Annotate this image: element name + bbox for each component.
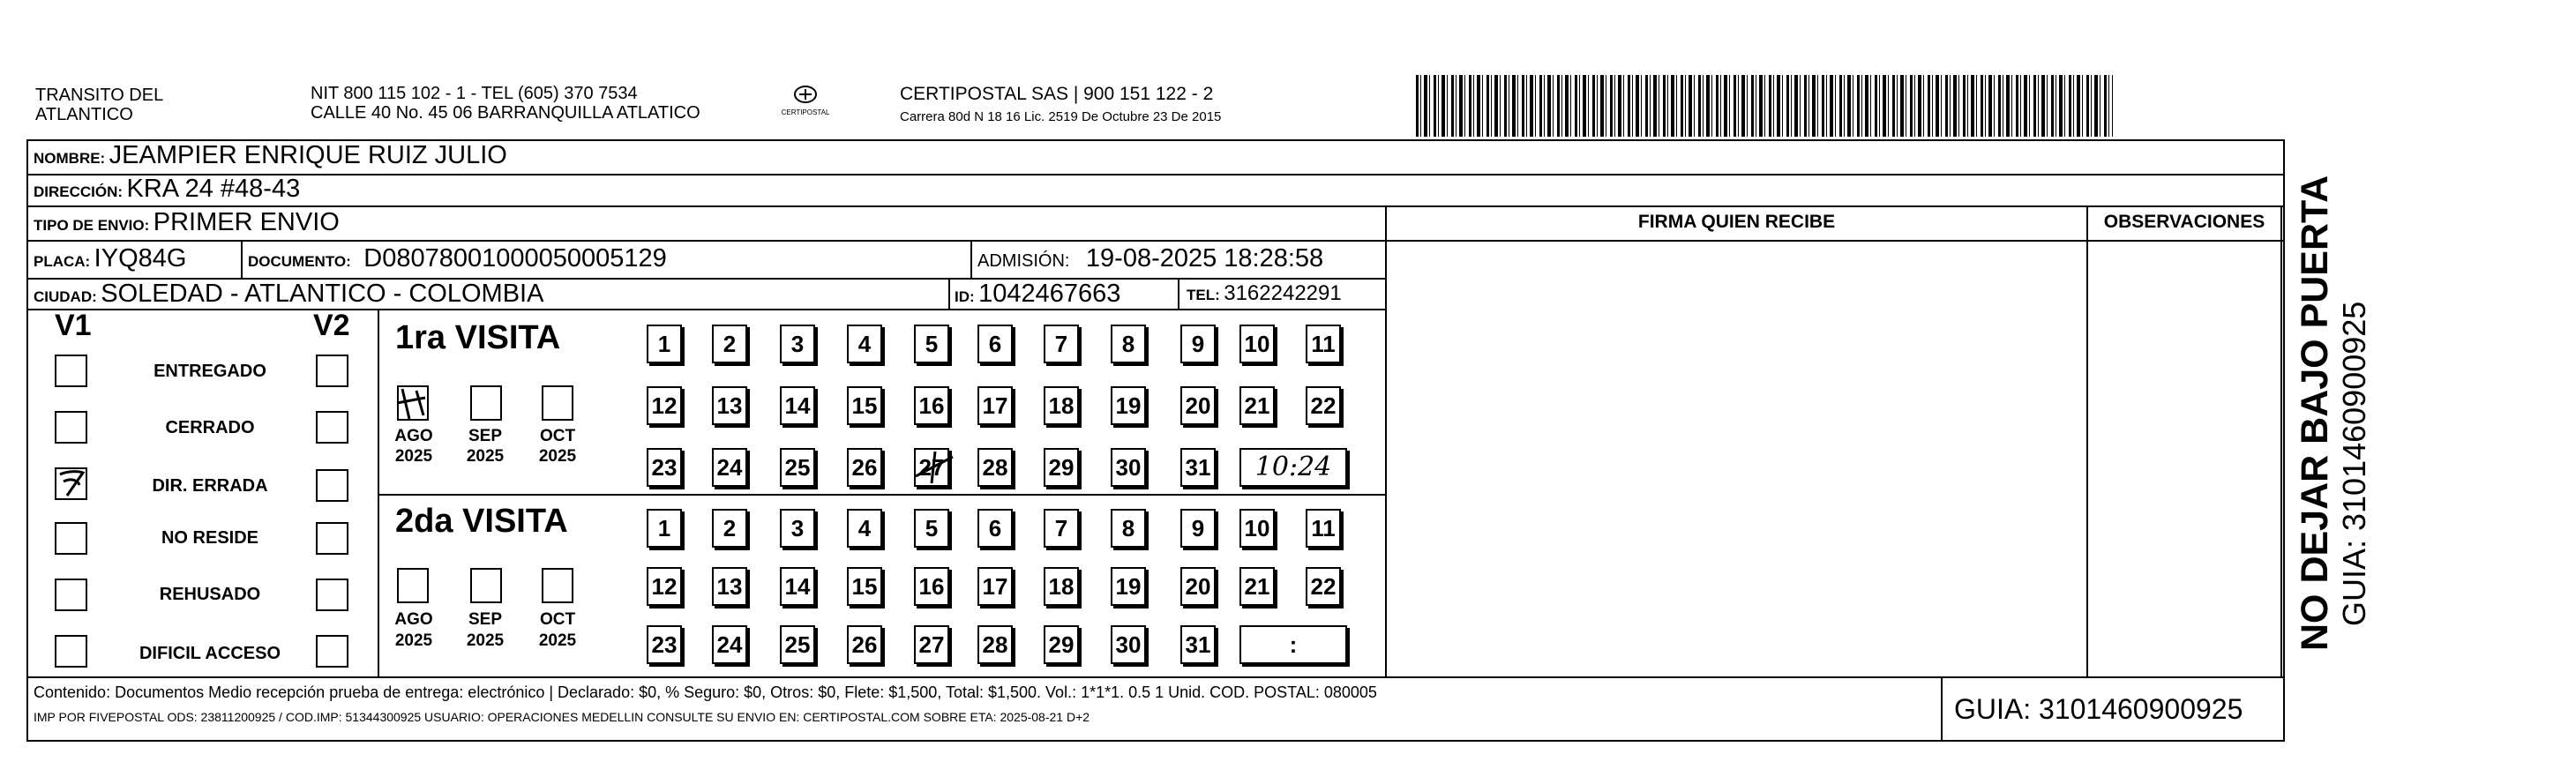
second-visit-day-28[interactable]: 28 [977,625,1013,664]
first-visit-day-20[interactable]: 20 [1180,386,1216,425]
placa-label: PLACA: [34,253,91,270]
second-visit-day-18[interactable]: 18 [1044,567,1079,606]
footer-content-line: Contenido: Documentos Medio recepción prueba de entrega: electrónico | Declarado: $0, % Seguro: $0, Otros: $0, Flete: $1,500, Total: $1,500. Vol.: 1*1*1. 0.5 1 Unid. COD. POSTAL: 080005 [34,683,1377,701]
second-visit-day-27[interactable]: 27 [914,625,949,664]
second-visit-day-10[interactable]: 10 [1239,509,1275,548]
first-visit-day-15[interactable]: 15 [847,386,882,425]
id-label: ID: [955,288,975,305]
sender-info: NIT 800 115 102 - 1 - TEL (605) 370 7534 CALLE 40 No. 45 06 BARRANQUILLA ATLATICO [311,84,700,123]
first-visit-day-22[interactable]: 22 [1306,386,1341,425]
first-visit-day-3[interactable]: 3 [780,325,815,363]
footer-print-line: IMP POR FIVEPOSTAL ODS: 23811200925 / COD.IMP: 51344300925 USUARIO: OPERACIONES MEDELLIN CONSULTE SU ENVIO EN: CERTIPOSTAL.COM SOBRE ETA: 2025-08-21 D+2 [34,710,1090,724]
second-visit-day-25[interactable]: 25 [780,625,815,664]
second-visit-day-2[interactable]: 2 [712,509,747,548]
direccion-label: DIRECCIÓN: [34,183,124,200]
second-visit-day-22[interactable]: 22 [1306,567,1341,606]
documento-value: D08078001000050005129 [363,244,667,273]
v1-rehusado-checkbox[interactable] [55,579,87,611]
v1-dir-errada-checkbox[interactable] [55,467,87,500]
second-visit-day-31[interactable]: 31 [1180,625,1216,664]
id-value: 1042467663 [978,280,1121,308]
v2-header: V2 [313,309,350,342]
second-visit-time-box[interactable]: : [1239,625,1347,664]
first-visit-ago-box[interactable] [397,385,429,421]
documento-label: DOCUMENTO: [248,253,351,270]
first-visit-time-box[interactable]: 10:24 [1239,448,1347,487]
tipo-envio-field [34,209,340,240]
ciudad-label: CIUDAD: [34,288,97,305]
second-visit-day-5[interactable]: 5 [914,509,949,548]
second-visit-day-14[interactable]: 14 [780,567,815,606]
admision-value: 19-08-2025 18:28:58 [1085,244,1324,273]
second-visit-year-sep: 2025 [466,631,505,650]
first-visit-day-16[interactable]: 16 [914,386,949,425]
first-visit-day-2[interactable]: 2 [712,325,747,363]
first-visit-day-9[interactable]: 9 [1180,325,1216,363]
handwritten-mark-icon [392,380,434,422]
v1-dificil-acceso-checkbox[interactable] [55,635,87,668]
status-entregado-label: ENTREGADO [154,362,266,381]
first-visit-year-oct: 2025 [538,447,577,466]
first-visit-day-23[interactable]: 23 [647,448,682,487]
admision-label: ADMISIÓN: [977,251,1070,271]
first-visit-day-27[interactable]: 27 [914,448,949,487]
side-guia: GUIA: 3101460900925 [2336,301,2372,626]
first-visit-day-26[interactable]: 26 [847,448,882,487]
certipostal-logo [781,82,830,121]
nombre-value: JEAMPIER ENRIQUE RUIZ JULIO [109,141,507,169]
v1-cerrado-checkbox[interactable] [55,411,87,444]
first-visit-day-12[interactable]: 12 [647,386,682,425]
second-visit-day-24[interactable]: 24 [712,625,747,664]
second-visit-day-23[interactable]: 23 [647,625,682,664]
tel-field [1187,280,1342,310]
second-visit-day-30[interactable]: 30 [1111,625,1146,664]
first-visit-day-14[interactable]: 14 [780,386,815,425]
second-visit-day-1[interactable]: 1 [647,509,682,548]
placa-field [34,245,186,276]
second-visit-day-8[interactable]: 8 [1111,509,1146,548]
v1-header: V1 [55,309,92,342]
tel-value: 3162242291 [1224,281,1342,305]
nombre-field [34,142,507,173]
second-visit-day-19[interactable]: 19 [1111,567,1146,606]
placa-value: IYQ84G [94,244,187,273]
firma-header: FIRMA QUIEN RECIBE [1637,212,1836,232]
second-visit-day-21[interactable]: 21 [1239,567,1275,606]
first-visit-oct-box[interactable] [542,385,573,421]
status-cerrado-label: CERRADO [165,418,255,437]
first-visit-day-4[interactable]: 4 [847,325,882,363]
second-visit-day-12[interactable]: 12 [647,567,682,606]
first-visit-day-30[interactable]: 30 [1111,448,1146,487]
first-visit-sep-box[interactable] [470,385,502,421]
first-visit-title: 1ra VISITA [395,319,561,356]
second-visit-day-20[interactable]: 20 [1180,567,1216,606]
first-visit-day-28[interactable]: 28 [977,448,1013,487]
sender-name: TRANSITO DEL ATLANTICO [35,86,164,124]
first-visit-day-21[interactable]: 21 [1239,386,1275,425]
first-visit-day-19[interactable]: 19 [1111,386,1146,425]
second-visit-month-oct: OCT [539,610,576,629]
status-dificil-acceso-label: DIFICIL ACCESO [139,644,281,663]
status-dir-errada-label: DIR. ERRADA [152,476,268,496]
second-visit-sep-box[interactable] [470,568,502,603]
second-visit-day-16[interactable]: 16 [914,567,949,606]
second-visit-day-29[interactable]: 29 [1044,625,1079,664]
second-visit-day-26[interactable]: 26 [847,625,882,664]
id-field [955,280,1120,311]
v2-no-reside-checkbox[interactable] [316,522,348,555]
nombre-label: NOMBRE: [34,150,106,167]
first-visit-day-17[interactable]: 17 [977,386,1013,425]
first-visit-day-25[interactable]: 25 [780,448,815,487]
v1-no-reside-checkbox[interactable] [55,522,87,555]
carrier-name: CERTIPOSTAL SAS | 900 151 122 - 2 [900,84,1214,104]
second-visit-oct-box[interactable] [542,568,573,603]
status-no-reside-label: NO RESIDE [161,528,259,548]
first-visit-day-7[interactable]: 7 [1044,325,1079,363]
handwritten-strike-icon [909,444,958,489]
first-visit-day-10[interactable]: 10 [1239,325,1275,363]
first-visit-day-11[interactable]: 11 [1306,325,1341,363]
status-rehusado-label: REHUSADO [159,585,261,604]
first-visit-day-8[interactable]: 8 [1111,325,1146,363]
second-visit-year-oct: 2025 [538,631,577,650]
second-visit-day-9[interactable]: 9 [1180,509,1216,548]
first-visit-day-18[interactable]: 18 [1044,386,1079,425]
second-visit-month-sep: SEP [468,610,503,629]
v2-cerrado-checkbox[interactable] [316,411,348,444]
v2-rehusado-checkbox[interactable] [316,579,348,611]
tipo-envio-value: PRIMER ENVIO [153,208,340,236]
second-visit-day-15[interactable]: 15 [847,567,882,606]
second-visit-day-7[interactable]: 7 [1044,509,1079,548]
ciudad-value: SOLEDAD - ATLANTICO - COLOMBIA [101,280,544,308]
first-visit-year-sep: 2025 [466,447,505,466]
second-visit-day-11[interactable]: 11 [1306,509,1341,548]
second-visit-day-13[interactable]: 13 [712,567,747,606]
side-warning: NO DEJAR BAJO PUERTA [2294,175,2336,651]
first-visit-month-sep: SEP [468,427,503,445]
second-visit-day-4[interactable]: 4 [847,509,882,548]
v2-dir-errada-checkbox[interactable] [316,469,348,502]
first-visit-day-6[interactable]: 6 [977,325,1013,363]
second-visit-day-6[interactable]: 6 [977,509,1013,548]
second-visit-ago-box[interactable] [397,568,429,603]
v1-entregado-checkbox[interactable] [55,355,87,387]
logo-caption: CERTIPOSTAL [781,108,830,116]
first-visit-month-ago: AGO [394,427,433,445]
handwritten-check-icon [55,466,87,498]
direccion-field [34,175,300,206]
v2-entregado-checkbox[interactable] [316,355,348,387]
documento-field [248,245,667,276]
first-visit-month-oct: OCT [539,427,576,445]
carrier-license: Carrera 80d N 18 16 Lic. 2519 De Octubre 23 De 2015 [900,109,1222,124]
second-visit-year-ago: 2025 [394,631,433,650]
first-visit-day-13[interactable]: 13 [712,386,747,425]
second-visit-day-3[interactable]: 3 [780,509,815,548]
footer-guia: GUIA: 3101460900925 [1954,693,2243,725]
first-visit-year-ago: 2025 [394,447,433,466]
second-visit-day-17[interactable]: 17 [977,567,1013,606]
tel-label: TEL: [1187,287,1220,303]
first-visit-day-5[interactable]: 5 [914,325,949,363]
first-visit-day-31[interactable]: 31 [1180,448,1216,487]
ciudad-field [34,280,543,311]
admision-field [977,245,1323,276]
direccion-value: KRA 24 #48-43 [126,175,301,203]
tipo-envio-label: TIPO DE ENVIO: [34,217,150,234]
first-visit-day-24[interactable]: 24 [712,448,747,487]
first-visit-day-1[interactable]: 1 [647,325,682,363]
second-visit-title: 2da VISITA [395,503,568,540]
second-visit-month-ago: AGO [394,610,433,629]
barcode [1416,75,2113,137]
v2-dificil-acceso-checkbox[interactable] [316,635,348,668]
observaciones-header: OBSERVACIONES [2103,212,2265,232]
first-visit-day-29[interactable]: 29 [1044,448,1079,487]
